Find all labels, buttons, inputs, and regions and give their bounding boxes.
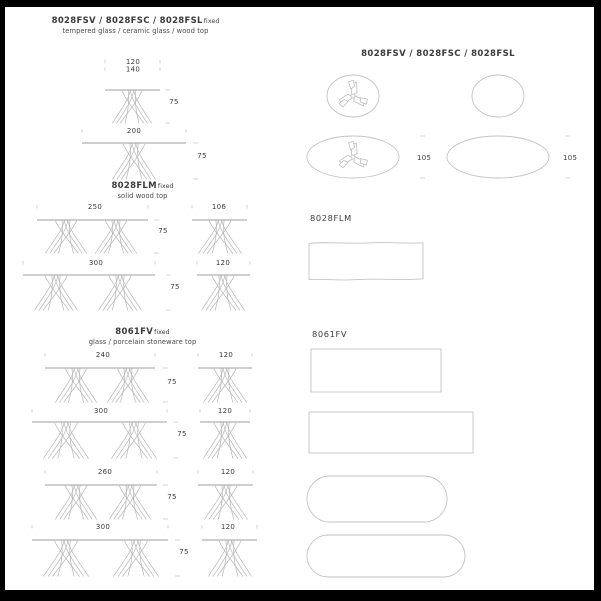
base-hub xyxy=(351,94,355,98)
table-elevation-front xyxy=(45,351,177,403)
height-dim-label: 75 xyxy=(177,430,187,438)
fixed-note: fixed xyxy=(157,183,174,190)
table-elevation-side xyxy=(198,468,253,520)
pedestal-leg-curve xyxy=(201,276,221,311)
pedestal-leg-curve xyxy=(223,369,242,403)
width-dim-label: 200 xyxy=(126,127,142,135)
pedestal-leg-curve xyxy=(209,486,228,520)
table-top-view xyxy=(472,75,524,117)
pedestal-leg-curve xyxy=(203,423,223,459)
pedestal-leg-curve xyxy=(112,91,130,124)
model-title: 8028FSV / 8028FSC / 8028FSL xyxy=(51,16,203,26)
pedestal-leg-curve xyxy=(121,423,146,459)
width-dim-label: 120 xyxy=(220,523,236,531)
pedestal-leg-curve xyxy=(64,423,84,459)
pedestal-leg-curve xyxy=(109,486,128,520)
table-elevation-front xyxy=(105,58,179,124)
table-top-view-rect xyxy=(309,412,473,453)
table-elevation-side xyxy=(198,351,252,403)
right-label-8028flm: 8028FLM xyxy=(310,213,352,223)
pedestal-leg-curve xyxy=(60,486,78,520)
width-dim-label: 120 xyxy=(215,259,231,267)
tabletop-outline xyxy=(472,75,524,117)
pedestal-leg-curve xyxy=(217,541,241,577)
pedestal-leg-curve xyxy=(215,486,239,520)
pedestal-leg-curve xyxy=(208,369,227,403)
pedestal-leg-curve xyxy=(125,541,150,577)
height-dim-label: 75 xyxy=(167,493,177,501)
pedestal-leg-curve xyxy=(122,276,142,311)
pedestal-leg-curve xyxy=(68,221,87,254)
pedestal-leg-curve xyxy=(105,221,128,254)
pedestal-leg-curve xyxy=(103,276,122,311)
pedestal-base xyxy=(43,541,88,577)
material-subtitle: glass / porcelain stoneware top xyxy=(88,338,197,346)
pedestal-leg-curve xyxy=(214,423,238,459)
table-top-view-stadium xyxy=(307,535,465,577)
pedestal-leg-curve xyxy=(208,423,227,459)
width-dim-label: 120 xyxy=(218,351,234,359)
pedestal-leg-curve xyxy=(118,276,137,311)
pedestal-leg-curve xyxy=(68,541,89,577)
pedestal-leg-curve xyxy=(53,541,78,577)
pedestal-leg-curve xyxy=(78,369,97,403)
pedestal-leg-curve xyxy=(111,423,132,459)
pedestal-leg-curve xyxy=(136,144,156,180)
pedestal-leg-curve xyxy=(55,423,80,459)
height-dim-label: 75 xyxy=(197,152,207,160)
section-header-8028flm xyxy=(45,181,240,200)
pedestal-leg-curve xyxy=(118,221,137,254)
pedestal-base xyxy=(109,486,150,520)
pedestal-leg-curve xyxy=(204,486,224,520)
pedestal-leg-curve xyxy=(65,486,88,520)
pedestal-base xyxy=(208,541,251,577)
pedestal-leg-curve xyxy=(198,221,218,254)
table-elevation-front xyxy=(45,468,177,520)
height-dim-label: 75 xyxy=(179,548,189,556)
depth-dim-label: 105 xyxy=(563,154,578,162)
pedestal-leg-curve xyxy=(54,221,77,254)
table-elevation-side xyxy=(202,523,257,577)
pedestal-leg-curve xyxy=(109,276,133,311)
pedestal-leg-curve xyxy=(207,221,231,254)
pedestal-leg-curve xyxy=(130,369,149,403)
pedestal-base xyxy=(112,91,151,124)
model-title: 8028FLM xyxy=(111,181,157,191)
pedestal-leg-curve xyxy=(222,221,242,254)
pedestal-leg-curve xyxy=(225,276,245,311)
width-dim-label: 240 xyxy=(95,351,111,359)
pedestal-leg-curve xyxy=(54,276,73,311)
pedestal-leg-curve xyxy=(224,486,243,520)
pedestal-base xyxy=(198,221,241,254)
base-hub xyxy=(351,155,355,159)
pedestal-leg-curve xyxy=(55,486,74,520)
frame-border-left xyxy=(0,0,5,601)
pedestal-leg-curve xyxy=(223,423,242,459)
section-header-8028fs xyxy=(28,16,243,35)
table-elevation-side xyxy=(200,407,250,459)
depth-dim-label: 105 xyxy=(417,154,432,162)
pedestal-leg-curve xyxy=(212,369,236,403)
model-title: 8061FV xyxy=(115,327,154,337)
pedestal-leg-curve xyxy=(43,541,64,577)
model-title-row xyxy=(45,181,240,192)
height-dim-label: 75 xyxy=(170,283,180,291)
pedestal-base xyxy=(43,423,88,459)
pedestal-leg-curve xyxy=(134,541,154,577)
width-dim-label: 300 xyxy=(93,407,109,415)
width-dim-label: 300 xyxy=(95,523,111,531)
pedestal-leg-curve xyxy=(55,221,78,254)
pedestal-leg-curve xyxy=(68,423,89,459)
pedestal-leg-curve xyxy=(119,486,142,520)
pedestal-leg-curve xyxy=(134,91,152,124)
pedestal-leg-curve xyxy=(39,276,58,311)
pedestal-leg-curve xyxy=(118,486,141,520)
pedestal-leg-curve xyxy=(132,144,151,180)
width-dim-label: 260 xyxy=(97,468,113,476)
pedestal-leg-curve xyxy=(227,369,247,403)
height-dim-label: 75 xyxy=(167,378,177,386)
width-dim-label: 140 xyxy=(125,65,141,74)
table-top-view xyxy=(447,136,577,178)
table-elevation-front xyxy=(82,127,207,180)
pedestal-base xyxy=(34,276,77,311)
pedestal-leg-curve xyxy=(136,423,157,459)
table-elevation-front xyxy=(32,407,187,459)
pedestal-leg-curve xyxy=(206,276,225,311)
pedestal-leg-curve xyxy=(228,541,247,577)
fixed-note: fixed xyxy=(154,329,170,336)
pedestal-base xyxy=(203,423,246,459)
pedestal-leg-curve xyxy=(104,221,127,254)
pedestal-leg-curve xyxy=(121,144,145,180)
pedestal-base xyxy=(55,486,96,520)
pedestal-base xyxy=(203,369,246,403)
pedestal-leg-curve xyxy=(107,369,126,403)
pedestal-leg-curve xyxy=(208,541,228,577)
pedestal-leg-curve xyxy=(214,369,238,403)
material-subtitle: tempered glass / ceramic glass / wood top xyxy=(62,27,209,35)
table-elevation-front xyxy=(32,523,189,577)
pedestal-leg-curve xyxy=(126,369,144,403)
pedestal-leg-curve xyxy=(117,144,136,180)
pedestal-leg-curve xyxy=(95,221,114,254)
pedestal-leg-curve xyxy=(210,276,234,311)
model-title-row xyxy=(45,327,240,338)
pedestal-leg-curve xyxy=(55,541,80,577)
pedestal-leg-curve xyxy=(123,541,148,577)
width-dim-label: 106 xyxy=(211,203,227,211)
frame-border-top xyxy=(0,0,601,7)
table-elevation-side xyxy=(192,203,247,254)
right-label-8061fv: 8061FV xyxy=(312,329,348,339)
pedestal-base xyxy=(45,221,86,254)
pedestal-leg-curve xyxy=(114,486,132,520)
pedestal-base xyxy=(111,423,156,459)
pedestal-leg-curve xyxy=(221,276,240,311)
pedestal-leg-curve xyxy=(203,221,222,254)
pedestal-leg-curve xyxy=(107,276,131,311)
pedestal-leg-curve xyxy=(64,541,84,577)
table-top-view-stadium xyxy=(307,476,447,522)
pedestal-leg-curve xyxy=(45,221,64,254)
pedestal-leg-curve xyxy=(118,541,138,577)
pedestal-leg-curve xyxy=(78,486,97,520)
table-elevation-front xyxy=(37,203,168,254)
pedestal-leg-curve xyxy=(43,276,67,311)
pedestal-base xyxy=(112,144,155,180)
pedestal-base xyxy=(55,369,96,403)
pedestal-leg-curve xyxy=(209,221,233,254)
pedestal-leg-curve xyxy=(123,423,148,459)
width-dim-label: 120 xyxy=(125,58,141,66)
material-subtitle: solid wood top xyxy=(117,192,168,200)
pedestal-leg-curve xyxy=(64,486,87,520)
pedestal-leg-curve xyxy=(212,276,236,311)
pedestal-leg-curve xyxy=(64,369,87,403)
pedestal-leg-curve xyxy=(203,369,223,403)
pedestal-leg-curve xyxy=(60,369,78,403)
pedestal-leg-curve xyxy=(232,541,252,577)
table-elevation-front xyxy=(23,259,180,311)
pedestal-leg-curve xyxy=(132,486,151,520)
pedestal-base xyxy=(107,369,148,403)
pedestal-leg-curve xyxy=(122,91,144,124)
pedestal-leg-curve xyxy=(123,144,147,180)
pedestal-leg-curve xyxy=(227,423,247,459)
pedestal-base xyxy=(204,486,247,520)
right-section-title: 8028FSV / 8028FSC / 8028FSL xyxy=(361,49,515,59)
pedestal-leg-curve xyxy=(132,423,152,459)
table-top-view-live-edge xyxy=(309,243,423,280)
pedestal-leg-curve xyxy=(74,486,92,520)
table-elevation-side xyxy=(197,259,250,311)
pedestal-base xyxy=(113,541,158,577)
pedestal-leg-curve xyxy=(55,369,74,403)
pedestal-leg-curve xyxy=(48,541,68,577)
pedestal-leg-curve xyxy=(218,221,237,254)
pedestal-leg-curve xyxy=(213,486,237,520)
pedestal-leg-curve xyxy=(48,423,68,459)
pedestal-leg-curve xyxy=(219,541,243,577)
height-dim-label: 75 xyxy=(158,227,168,235)
pedestal-leg-curve xyxy=(34,276,54,311)
frame-border-bottom xyxy=(0,590,601,601)
pedestal-leg-curve xyxy=(74,369,92,403)
pedestal-leg-curve xyxy=(116,369,139,403)
fixed-note: fixed xyxy=(203,18,220,25)
table-top-view-rect xyxy=(311,349,441,392)
height-dim-label: 75 xyxy=(169,98,179,106)
width-dim-label: 300 xyxy=(88,259,104,267)
pedestal-leg-curve xyxy=(117,91,134,124)
pedestal-leg-curve xyxy=(65,369,88,403)
pedestal-leg-curve xyxy=(117,369,140,403)
pedestal-leg-curve xyxy=(43,423,64,459)
pedestal-leg-curve xyxy=(128,486,146,520)
model-title-row xyxy=(28,16,243,27)
pedestal-leg-curve xyxy=(120,91,142,124)
pedestal-leg-curve xyxy=(228,486,248,520)
pedestal-leg-curve xyxy=(113,541,134,577)
tabletop-outline xyxy=(447,136,549,178)
pedestal-leg-curve xyxy=(130,91,147,124)
pedestal-leg-curve xyxy=(64,221,82,254)
pedestal-leg-curve xyxy=(58,276,78,311)
pedestal-leg-curve xyxy=(138,541,159,577)
pedestal-leg-curve xyxy=(116,423,136,459)
pedestal-leg-curve xyxy=(98,276,118,311)
pedestal-leg-curve xyxy=(212,423,236,459)
table-top-view-with-base xyxy=(307,136,431,178)
pedestal-leg-curve xyxy=(50,221,68,254)
pedestal-leg-curve xyxy=(45,276,69,311)
pedestal-leg-curve xyxy=(213,541,232,577)
pedestal-base xyxy=(95,221,136,254)
pedestal-leg-curve xyxy=(100,221,118,254)
pedestal-leg-curve xyxy=(112,369,130,403)
table-top-view-with-base xyxy=(327,75,379,117)
pedestal-leg-curve xyxy=(53,423,78,459)
width-dim-label: 120 xyxy=(217,407,233,415)
pedestal-base xyxy=(201,276,244,311)
width-dim-label: 120 xyxy=(220,468,236,476)
pedestal-base xyxy=(98,276,141,311)
width-dim-label: 250 xyxy=(87,203,103,211)
section-header-8061fv xyxy=(45,327,240,346)
pedestal-leg-curve xyxy=(114,221,132,254)
pedestal-leg-curve xyxy=(112,144,132,180)
frame-border-right xyxy=(594,0,601,601)
